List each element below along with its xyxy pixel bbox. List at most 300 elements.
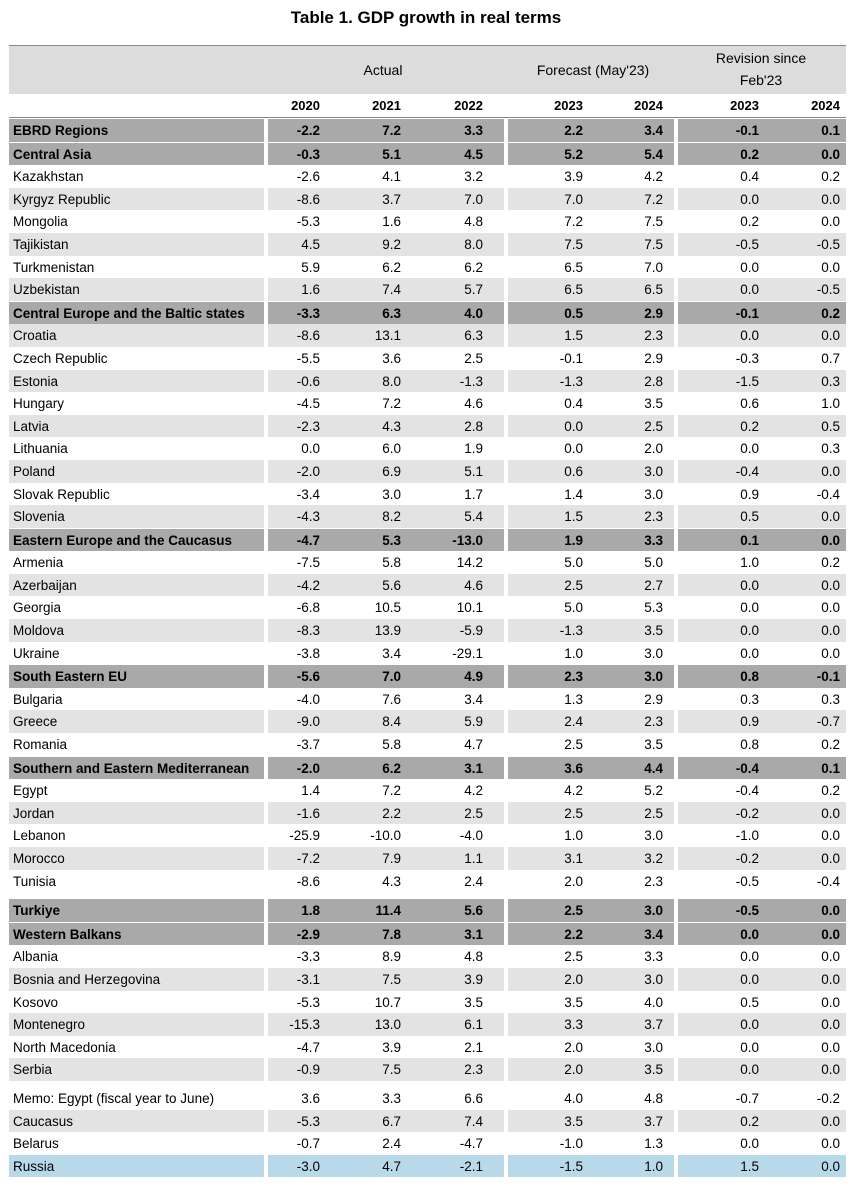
value-cell: 6.3 (382, 305, 401, 321)
value-cell: -0.5 (816, 282, 840, 298)
value-cell: 0.2 (740, 214, 759, 230)
table-row (9, 188, 846, 211)
value-cell: -0.1 (735, 305, 759, 321)
column-divider (674, 370, 678, 393)
table-title: Table 1. GDP growth in real terms (290, 8, 562, 27)
value-cell: 3.6 (564, 760, 583, 776)
value-cell: 5.8 (382, 737, 401, 753)
row-label: Kazakhstan (13, 169, 84, 185)
value-cell: -0.5 (735, 873, 759, 889)
value-cell: 3.1 (464, 760, 483, 776)
value-cell: 4.4 (644, 760, 663, 776)
value-cell: 0.0 (740, 1136, 759, 1152)
column-divider (504, 733, 508, 756)
column-divider (264, 324, 268, 347)
value-cell: 0.2 (821, 555, 840, 571)
column-divider (264, 1087, 268, 1110)
value-cell: 13.0 (374, 1017, 401, 1033)
value-cell: -4.0 (459, 828, 483, 844)
value-cell: 5.7 (464, 282, 483, 298)
column-divider (674, 94, 678, 117)
table-row (9, 437, 846, 460)
value-cell: 5.3 (382, 532, 401, 548)
value-cell: 4.0 (564, 1090, 583, 1106)
column-divider (264, 923, 268, 946)
value-cell: 4.3 (382, 418, 401, 434)
value-cell: 11.4 (375, 903, 401, 919)
value-cell: 0.0 (740, 1017, 759, 1033)
column-divider (674, 347, 678, 370)
value-cell: 0.1 (740, 532, 759, 548)
value-cell: 0.1 (821, 760, 840, 776)
value-cell: -5.6 (296, 669, 320, 685)
value-cell: 7.2 (382, 123, 401, 138)
column-divider (674, 688, 678, 711)
column-divider (674, 1013, 678, 1036)
value-cell: 7.5 (564, 236, 583, 252)
value-cell: 3.0 (644, 669, 663, 685)
column-divider (264, 119, 268, 142)
value-cell: 3.9 (382, 1039, 401, 1055)
value-cell: 2.3 (564, 669, 583, 685)
value-cell: 1.0 (821, 396, 840, 412)
value-cell: 6.5 (644, 282, 663, 298)
value-cell: 2.4 (564, 714, 583, 730)
value-cell: -5.3 (296, 994, 320, 1010)
value-cell: 2.3 (464, 1062, 483, 1078)
value-cell: -0.4 (735, 760, 759, 776)
value-cell: 8.2 (382, 509, 401, 525)
column-divider (504, 165, 508, 188)
column-divider (504, 505, 508, 528)
column-divider (504, 551, 508, 574)
value-cell: 0.5 (821, 418, 840, 434)
column-divider (504, 802, 508, 825)
column-divider (264, 188, 268, 211)
value-cell: 0.0 (821, 509, 840, 525)
value-cell: 3.5 (464, 994, 483, 1010)
table-row (9, 483, 846, 506)
value-cell: 2.5 (644, 418, 663, 434)
column-divider (674, 1058, 678, 1081)
value-cell: -5.9 (459, 623, 483, 639)
column-divider (674, 574, 678, 597)
region-row (9, 922, 846, 946)
value-cell: -0.5 (816, 236, 840, 252)
row-label: Morocco (13, 851, 65, 866)
value-cell: -5.3 (296, 1113, 320, 1129)
value-cell: 4.8 (464, 214, 483, 230)
table-row (9, 847, 846, 870)
table-row (9, 968, 846, 991)
row-label: Kosovo (13, 994, 59, 1010)
column-divider (504, 1013, 508, 1036)
row-label: Tunisia (13, 873, 57, 889)
column-divider (504, 302, 508, 325)
region-row (9, 528, 846, 552)
column-divider (264, 347, 268, 370)
column-divider (504, 415, 508, 438)
value-cell: 3.5 (644, 1062, 663, 1078)
value-cell: 3.0 (644, 645, 663, 661)
table-row (9, 733, 846, 756)
value-cell: 7.0 (382, 669, 401, 685)
value-cell: 3.7 (382, 191, 401, 207)
value-cell: 6.2 (464, 259, 483, 275)
value-cell: 2.5 (564, 577, 583, 593)
table-row (9, 1110, 846, 1133)
value-cell: 0.0 (821, 926, 840, 942)
value-cell: 2.3 (644, 714, 663, 730)
column-divider (504, 710, 508, 733)
value-cell: -0.4 (735, 783, 759, 799)
column-divider (674, 143, 678, 166)
value-cell: 2.2 (382, 805, 401, 821)
value-cell: 3.0 (644, 828, 663, 844)
value-cell: 0.0 (821, 577, 840, 593)
value-cell: 5.9 (301, 259, 320, 275)
value-cell: 6.0 (382, 441, 401, 457)
column-divider (264, 302, 268, 325)
column-divider (674, 802, 678, 825)
value-cell: -0.7 (296, 1136, 320, 1152)
table-row (9, 415, 846, 438)
column-divider (504, 437, 508, 460)
row-label: Slovak Republic (13, 486, 110, 502)
value-cell: 3.5 (644, 737, 663, 753)
column-divider (264, 802, 268, 825)
value-cell: 5.4 (464, 509, 483, 525)
value-cell: 5.0 (564, 555, 583, 571)
column-divider (674, 596, 678, 619)
value-cell: 0.0 (821, 328, 840, 344)
row-label: Mongolia (13, 214, 68, 230)
row-label: Azerbaijan (13, 577, 77, 593)
value-cell: 0.3 (740, 691, 759, 707)
value-cell: 1.3 (564, 691, 583, 707)
value-cell: 0.0 (740, 259, 759, 275)
column-divider (504, 143, 508, 166)
value-cell: 7.2 (382, 783, 401, 799)
table-row (9, 945, 846, 968)
column-divider (504, 779, 508, 802)
value-cell: 0.0 (740, 926, 759, 942)
column-divider (504, 757, 508, 780)
value-cell: -4.0 (296, 691, 320, 707)
value-cell: 0.2 (821, 737, 840, 753)
column-divider (264, 1058, 268, 1081)
column-divider (504, 688, 508, 711)
value-cell: -8.6 (296, 873, 320, 889)
row-label: Bosnia and Herzegovina (13, 971, 161, 987)
value-cell: 0.0 (564, 441, 583, 457)
value-cell: -2.9 (296, 926, 320, 942)
column-divider (504, 392, 508, 415)
table-row (9, 165, 846, 188)
row-label: Central Europe and the Baltic states (13, 305, 245, 321)
column-divider (504, 619, 508, 642)
column-divider (504, 665, 508, 688)
value-cell: 0.0 (821, 805, 840, 821)
column-divider (504, 370, 508, 393)
column-divider (674, 1110, 678, 1133)
value-cell: -0.1 (816, 669, 840, 685)
column-divider (674, 870, 678, 893)
value-cell: 6.6 (464, 1090, 483, 1106)
value-cell: 0.9 (740, 486, 759, 502)
column-divider (674, 665, 678, 688)
row-label: Slovenia (13, 509, 65, 525)
value-cell: 4.8 (644, 1090, 663, 1106)
value-cell: -0.4 (816, 486, 840, 502)
column-divider (264, 945, 268, 968)
column-divider (264, 968, 268, 991)
value-cell: 4.5 (301, 236, 320, 252)
column-divider (264, 278, 268, 301)
value-cell: 8.0 (464, 236, 483, 252)
value-cell: 4.2 (644, 169, 663, 185)
value-cell: 1.4 (301, 783, 320, 799)
value-cell: 1.4 (564, 486, 583, 502)
value-cell: 3.0 (644, 971, 663, 987)
column-divider (264, 437, 268, 460)
value-cell: 1.3 (644, 1136, 663, 1152)
column-divider (504, 870, 508, 893)
value-cell: 0.0 (740, 1062, 759, 1078)
value-cell: 3.5 (644, 623, 663, 639)
value-cell: -0.3 (296, 146, 320, 162)
value-cell: -3.1 (296, 971, 320, 987)
column-divider (264, 824, 268, 847)
value-cell: -0.4 (816, 873, 840, 889)
column-divider (504, 256, 508, 279)
value-cell: 1.0 (564, 828, 583, 844)
value-cell: 2.4 (382, 1136, 401, 1152)
value-cell: 0.0 (821, 828, 840, 844)
year-header-cell: 2024 (634, 98, 663, 113)
row-label: Russia (13, 1158, 55, 1174)
value-cell: -3.3 (296, 305, 320, 321)
column-divider (504, 1058, 508, 1081)
column-divider (264, 870, 268, 893)
row-label: Turkiye (13, 903, 61, 919)
region-row (9, 898, 846, 922)
value-cell: -1.5 (735, 373, 759, 389)
table-row (9, 347, 846, 370)
value-cell: 5.9 (464, 714, 483, 730)
row-label: Croatia (13, 328, 57, 344)
value-cell: 3.2 (644, 851, 663, 866)
column-divider (264, 991, 268, 1014)
value-cell: -5.5 (296, 350, 320, 366)
value-cell: 0.2 (740, 146, 759, 162)
table-row (9, 460, 846, 483)
value-cell: 3.2 (464, 169, 483, 185)
value-cell: 0.0 (821, 971, 840, 987)
column-divider (504, 923, 508, 946)
column-divider (674, 991, 678, 1014)
value-cell: -0.1 (559, 350, 583, 366)
value-cell: 3.4 (644, 123, 663, 138)
column-divider (674, 733, 678, 756)
row-label: Poland (13, 463, 56, 479)
value-cell: 8.9 (382, 949, 401, 965)
column-divider (264, 757, 268, 780)
value-cell: 1.0 (644, 1158, 663, 1174)
column-divider (504, 1036, 508, 1059)
value-cell: 0.0 (740, 191, 759, 207)
value-cell: 13.9 (374, 623, 401, 639)
value-cell: 0.0 (821, 949, 840, 965)
year-header-cell: 2021 (372, 98, 401, 113)
column-divider (504, 596, 508, 619)
value-cell: 2.7 (644, 577, 663, 593)
value-cell: 0.0 (821, 1136, 840, 1152)
value-cell: 9.2 (382, 236, 401, 252)
value-cell: 3.1 (564, 851, 583, 866)
value-cell: 0.9 (740, 714, 759, 730)
table-row (9, 802, 846, 825)
value-cell: 1.9 (564, 532, 583, 548)
column-divider (264, 415, 268, 438)
column-divider (674, 529, 678, 552)
column-divider (264, 1036, 268, 1059)
value-cell: 0.4 (564, 396, 583, 412)
column-divider (504, 94, 508, 117)
value-cell: -4.2 (296, 577, 320, 593)
row-label: Central Asia (13, 146, 92, 162)
table-row (9, 233, 846, 256)
region-row (9, 301, 846, 325)
row-label: Lebanon (13, 828, 66, 844)
region-row (9, 118, 846, 142)
column-divider (504, 188, 508, 211)
column-divider (264, 370, 268, 393)
value-cell: 0.6 (740, 396, 759, 412)
value-cell: 3.9 (464, 971, 483, 987)
value-cell: 3.0 (644, 1039, 663, 1055)
value-cell: 5.6 (382, 577, 401, 593)
value-cell: -2.2 (296, 123, 320, 138)
column-divider (504, 483, 508, 506)
region-row (9, 664, 846, 688)
row-label: Caucasus (13, 1113, 74, 1129)
column-divider (504, 1132, 508, 1155)
value-cell: 4.2 (464, 783, 483, 799)
table-header (9, 45, 846, 94)
value-cell: 3.3 (382, 1090, 401, 1106)
row-label: Bulgaria (13, 691, 63, 707)
value-cell: 2.5 (564, 949, 583, 965)
value-cell: 2.3 (644, 328, 663, 344)
column-divider (674, 460, 678, 483)
row-label: Egypt (13, 783, 48, 799)
column-divider (504, 968, 508, 991)
value-cell: -1.0 (559, 1136, 583, 1152)
column-divider (674, 710, 678, 733)
value-cell: 3.7 (644, 1113, 663, 1129)
row-label: Belarus (13, 1136, 59, 1152)
column-divider (504, 945, 508, 968)
year-header-cell: 2022 (454, 98, 483, 113)
value-cell: -9.0 (296, 714, 320, 730)
value-cell: 0.0 (821, 146, 840, 162)
column-divider (264, 256, 268, 279)
value-cell: 3.3 (464, 123, 483, 138)
row-label: Lithuania (13, 441, 68, 457)
value-cell: -2.0 (296, 760, 320, 776)
value-cell: 0.0 (740, 1039, 759, 1055)
column-divider (264, 1155, 268, 1178)
table-row (9, 324, 846, 347)
value-cell: 0.5 (564, 305, 583, 321)
column-divider (504, 233, 508, 256)
column-divider (264, 619, 268, 642)
column-divider (674, 757, 678, 780)
value-cell: 0.6 (564, 463, 583, 479)
value-cell: 7.2 (382, 396, 401, 412)
year-header-cell: 2023 (554, 98, 583, 113)
value-cell: -4.5 (296, 396, 320, 412)
value-cell: 2.0 (644, 441, 663, 457)
value-cell: 6.3 (464, 328, 483, 344)
value-cell: -1.5 (559, 1158, 583, 1174)
column-divider (264, 460, 268, 483)
value-cell: 1.1 (464, 851, 483, 866)
column-divider (504, 347, 508, 370)
column-divider (674, 847, 678, 870)
value-cell: 0.1 (821, 123, 840, 138)
value-cell: -7.5 (296, 555, 320, 571)
column-divider (264, 779, 268, 802)
value-cell: 7.5 (382, 1062, 401, 1078)
value-cell: 0.0 (821, 259, 840, 275)
column-divider (674, 824, 678, 847)
row-label: Serbia (13, 1062, 53, 1078)
value-cell: -2.6 (296, 169, 320, 185)
year-header-cell: 2020 (291, 98, 320, 113)
column-divider (504, 119, 508, 142)
value-cell: 0.0 (821, 463, 840, 479)
value-cell: -25.9 (289, 828, 320, 844)
value-cell: 3.3 (644, 532, 663, 548)
column-divider (674, 188, 678, 211)
table-row (9, 688, 846, 711)
row-label: North Macedonia (13, 1039, 116, 1055)
column-divider (264, 165, 268, 188)
value-cell: 0.0 (821, 903, 840, 919)
value-cell: -8.6 (296, 328, 320, 344)
value-cell: 4.9 (464, 669, 483, 685)
value-cell: -29.1 (452, 645, 483, 661)
table-row (9, 779, 846, 802)
value-cell: 4.2 (564, 783, 583, 799)
value-cell: 7.5 (644, 236, 663, 252)
value-cell: 7.9 (382, 851, 401, 866)
value-cell: 5.6 (464, 903, 483, 919)
column-divider (264, 143, 268, 166)
value-cell: -4.3 (296, 509, 320, 525)
column-divider (674, 1087, 678, 1110)
column-divider (674, 619, 678, 642)
column-divider (674, 505, 678, 528)
value-cell: -1.0 (735, 828, 759, 844)
value-cell: 2.0 (564, 1039, 583, 1055)
value-cell: 0.0 (740, 971, 759, 987)
row-label: Ukraine (13, 645, 60, 661)
value-cell: 4.7 (464, 737, 483, 753)
value-cell: 3.0 (644, 486, 663, 502)
